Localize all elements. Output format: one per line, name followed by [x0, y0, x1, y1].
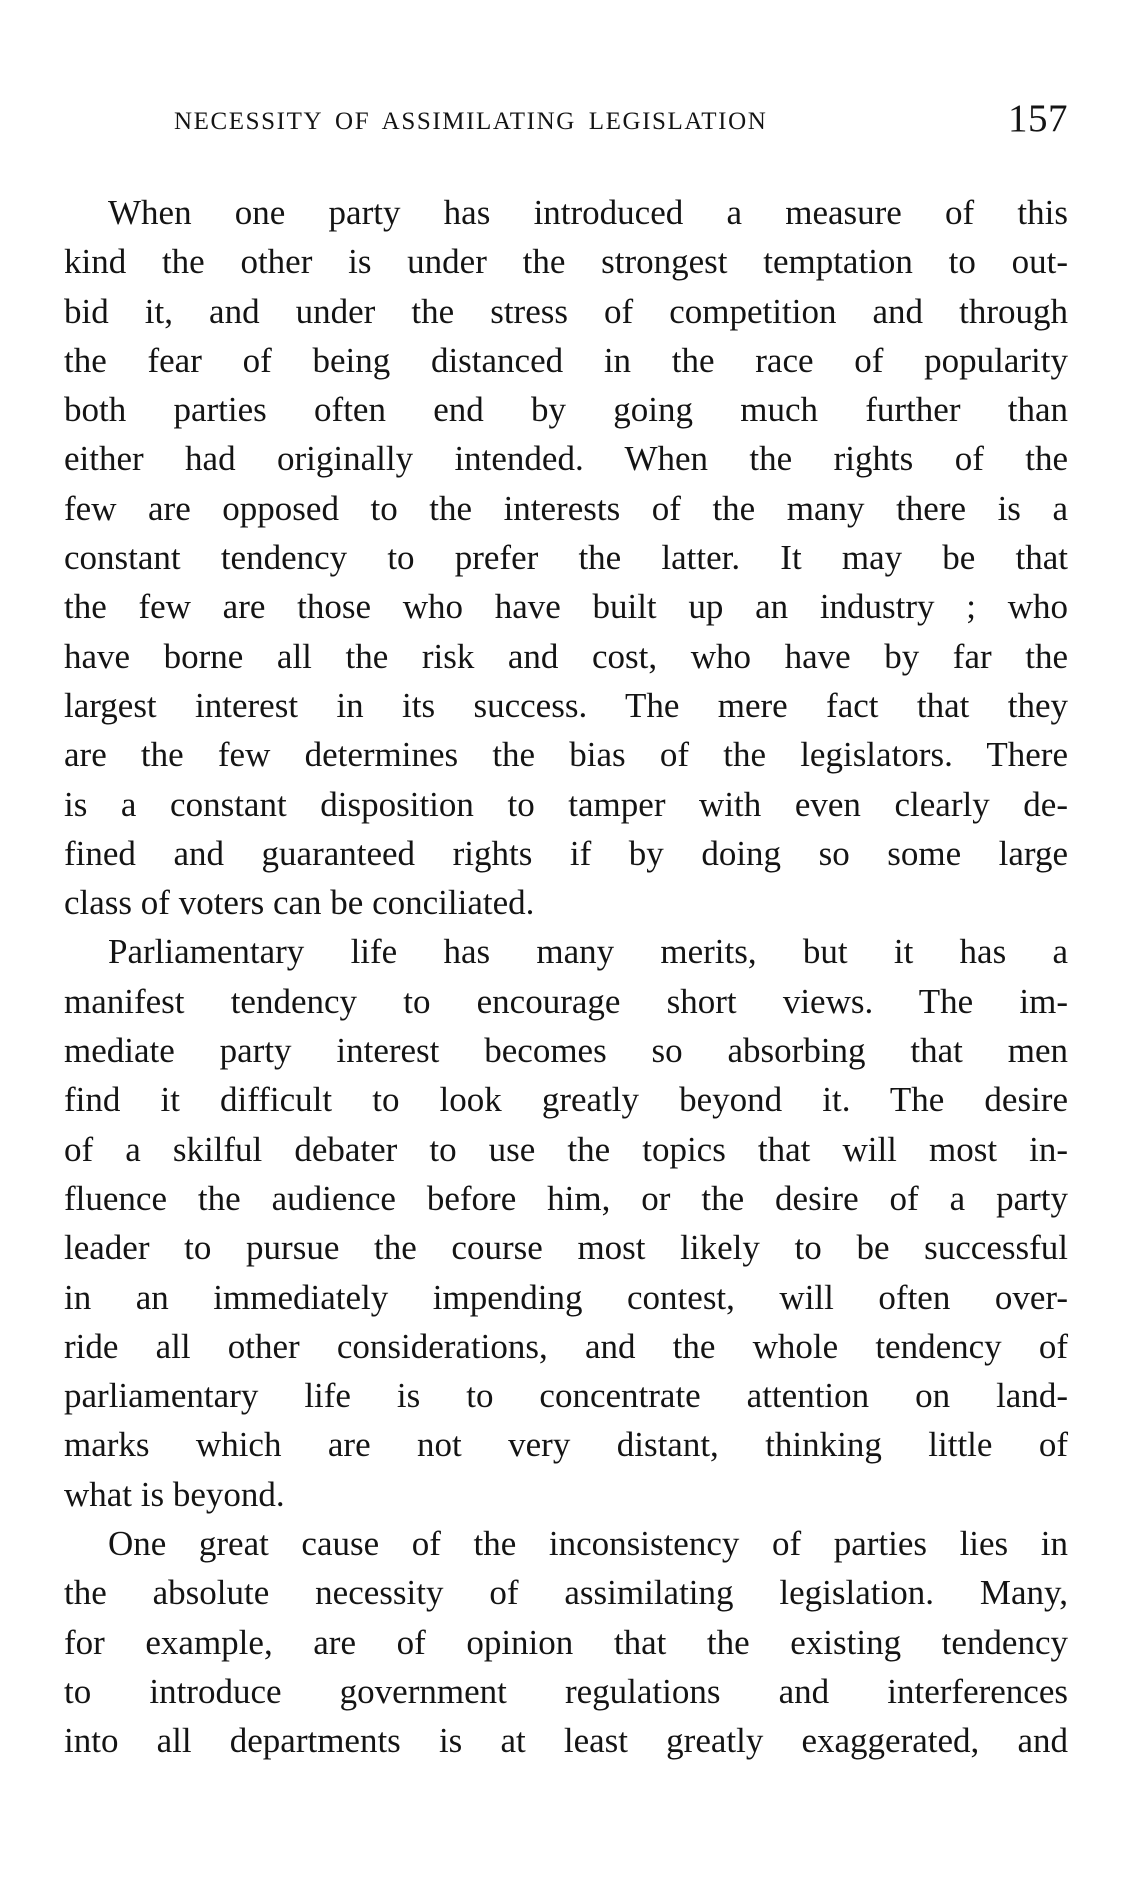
text-line: kind the other is under the strongest temptation to out- [64, 242, 1068, 282]
text-line: ride all other considerations, and the whole tendency of [64, 1326, 1068, 1366]
text-line: Parliamentary life has many merits, but it has a [108, 932, 1068, 972]
text-line: largest interest in its success. The mere fact that they [64, 685, 1068, 725]
text-line: the fear of being distanced in the race of popularity [64, 340, 1068, 380]
running-title: NECESSITY OF ASSIMILATING LEGISLATION [174, 108, 768, 135]
text-line: constant tendency to prefer the latter. It may be that [64, 538, 1068, 578]
text-line: One great cause of the inconsistency of parties lies in [108, 1524, 1068, 1564]
running-head [68, 96, 1068, 146]
text-line: into all departments is at least greatly exaggerated, and [64, 1721, 1068, 1761]
text-line: fluence the audience before him, or the desire of a party [64, 1178, 1068, 1218]
text-line: manifest tendency to encourage short views. The im- [64, 981, 1068, 1021]
text-line: bid it, and under the stress of competition and through [64, 291, 1068, 331]
text-line: in an immediately impending contest, will often over- [64, 1277, 1068, 1317]
text-line: is a constant disposition to tamper with even clearly de- [64, 784, 1068, 824]
text-line: mediate party interest becomes so absorbing that men [64, 1031, 1068, 1071]
text-line: have borne all the risk and cost, who have by far the [64, 636, 1068, 676]
text-line: fined and guaranteed rights if by doing so some large [64, 833, 1068, 873]
text-line: parliamentary life is to concentrate attention on land- [64, 1376, 1068, 1416]
text-line: When one party has introduced a measure of this [108, 193, 1068, 232]
text-line: class of voters can be conciliated. [64, 883, 535, 923]
text-line: few are opposed to the interests of the many there is a [64, 488, 1068, 528]
text-line: find it difficult to look greatly beyond it. The desire [64, 1080, 1068, 1120]
page-number: 157 [1008, 97, 1068, 140]
text-line: either had originally intended. When the rights of the [64, 439, 1068, 479]
text-line: the absolute necessity of assimilating legislation. Many, [64, 1573, 1068, 1613]
text-line: the few are those who have built up an industry ; who [64, 587, 1068, 627]
text-line: leader to pursue the course most likely to be successful [64, 1228, 1068, 1268]
text-line: of a skilful debater to use the topics that will most in- [64, 1129, 1068, 1169]
text-line: both parties often end by going much further than [64, 390, 1068, 430]
body-text [64, 188, 1068, 1766]
text-line: what is beyond. [64, 1474, 285, 1514]
text-line: are the few determines the bias of the legislators. There [64, 735, 1068, 775]
text-line: to introduce government regulations and interferences [64, 1671, 1068, 1711]
text-line: for example, are of opinion that the existing tendency [64, 1622, 1068, 1662]
text-line: marks which are not very distant, thinking little of [64, 1425, 1068, 1465]
